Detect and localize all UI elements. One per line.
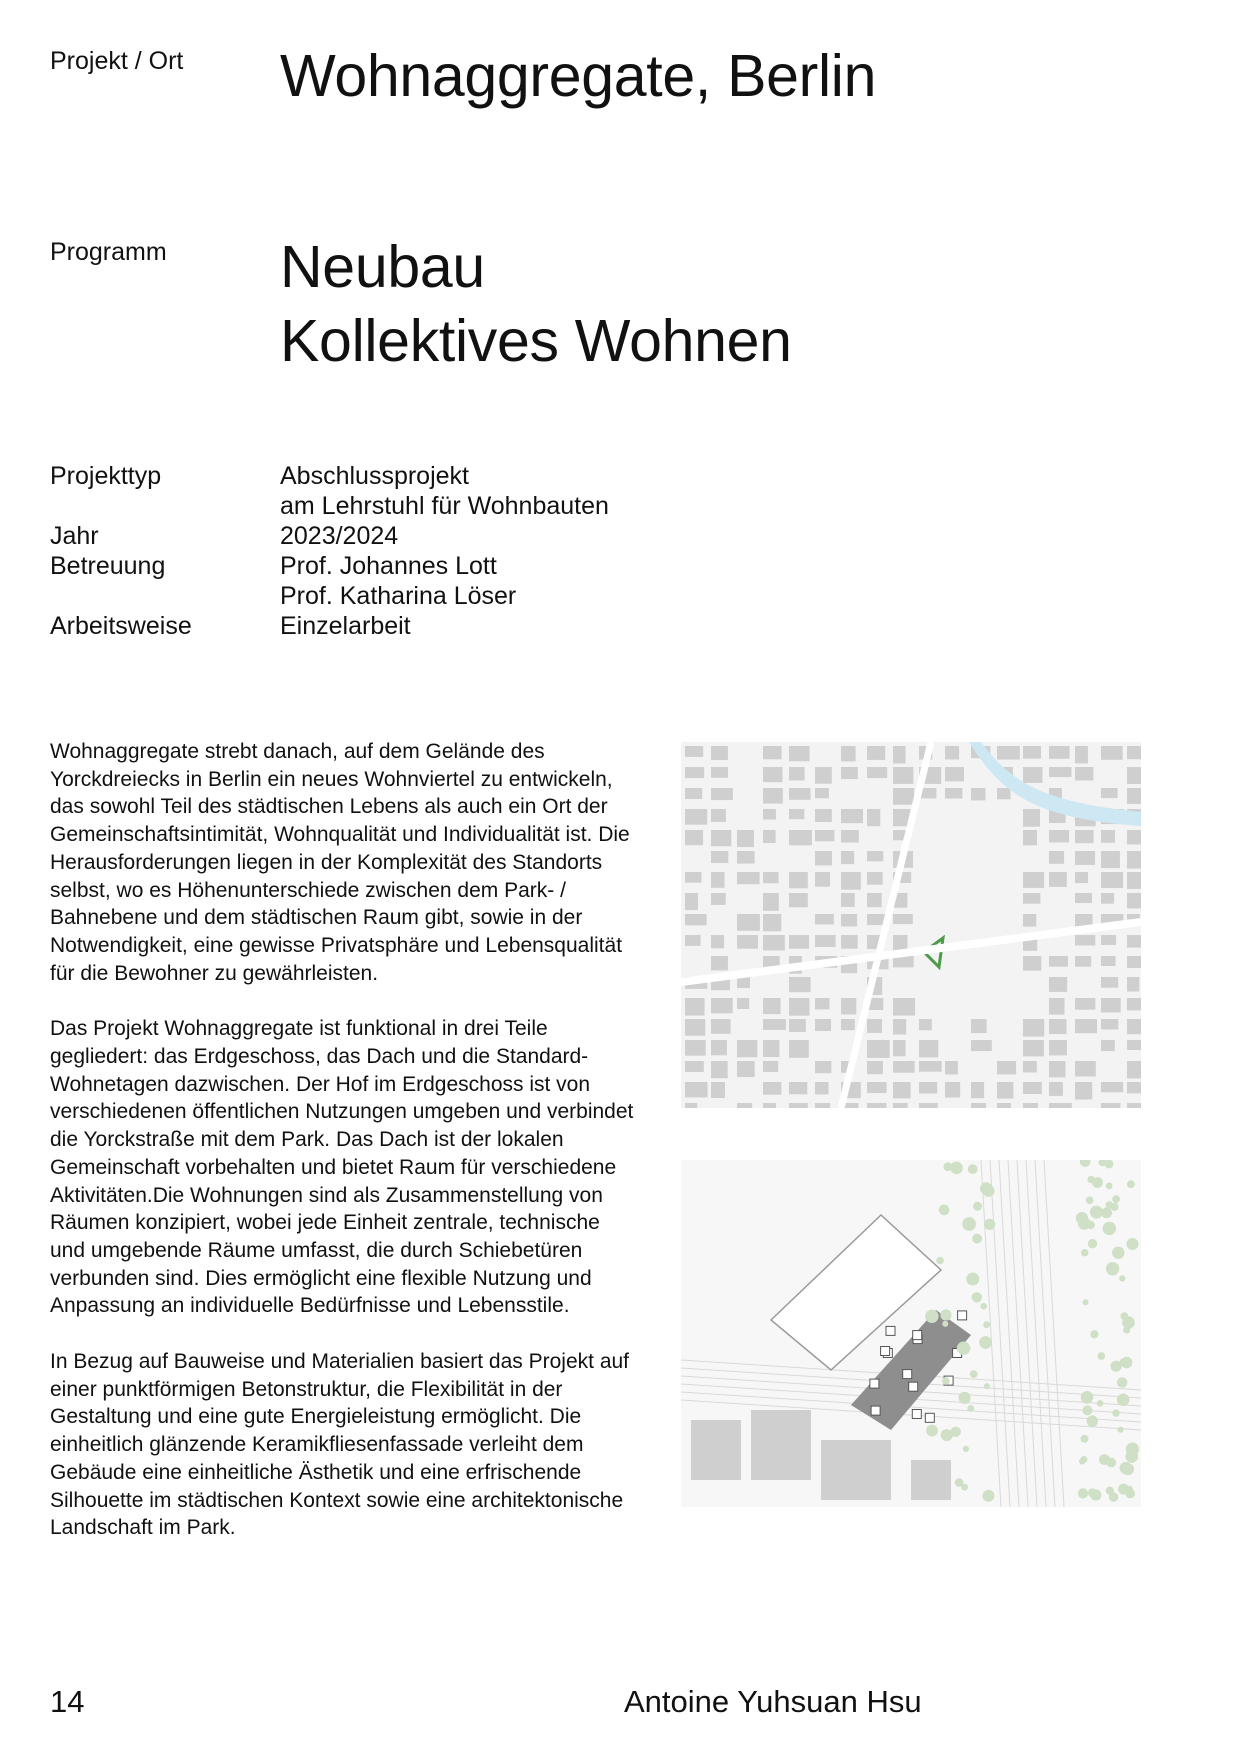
page-number: 14: [50, 1684, 85, 1719]
paragraph-3: In Bezug auf Bauweise und Materialien basiert das Projekt auf einer punktförmigen Betonstruktur, die Flexibilität in der Gestaltung und eine gute Energieleistung ermöglicht. Die einheitlich glänzende Keramikfliesenfassade verleiht dem Gebäude eine einheitliche Ästhetik und eine erfrischende Silhouette im städtischen Kontext sowie eine architektonische Landschaft im Park.: [50, 1350, 630, 1540]
author-name: Antoine Yuhsuan Hsu: [624, 1684, 922, 1719]
meta-row-betreuung: [50, 551, 750, 611]
meta-value: Abschlussprojekt: [280, 462, 469, 490]
meta-key: Projekttyp: [50, 462, 162, 490]
site-plan-city-image: [681, 742, 1141, 1108]
site-plan-detail-image: [681, 1160, 1141, 1507]
meta-value: Prof. Johannes Lott: [280, 552, 497, 580]
programm-line-1: Neubau: [280, 234, 485, 300]
project-title: Wohnaggregate, Berlin: [280, 43, 877, 109]
programm-label: Programm: [50, 238, 167, 266]
meta-row-arbeitsweise: [50, 611, 750, 641]
meta-value: 2023/2024: [280, 522, 399, 550]
project-metadata: [50, 461, 750, 641]
meta-key: Arbeitsweise: [50, 612, 192, 640]
meta-row-projekttyp: [50, 461, 750, 521]
project-description: [50, 738, 640, 1570]
projekt-label: Projekt / Ort: [50, 47, 184, 75]
programm-line-2: Kollektives Wohnen: [280, 308, 792, 374]
meta-value: Prof. Katharina Löser: [280, 582, 517, 610]
meta-key: Betreuung: [50, 552, 166, 580]
meta-value: am Lehrstuhl für Wohnbauten: [280, 492, 609, 520]
meta-row-jahr: [50, 521, 750, 551]
paragraph-1: Wohnaggregate strebt danach, auf dem Gelände des Yorckdreiecks in Berlin ein neues Wohnviertel zu entwickeln, das sowohl Teil des städtischen Lebens als auch ein Ort der Gemeinschaftsintimität, Wohnqualität und Individualität ist. Die Herausforderungen liegen in der Komplexität des Standorts selbst, wo es Höhenunterschiede zwischen dem Park- / Bahnebene und dem städtischen Raum gibt, sowie in der Notwendigkeit, eine gewisse Privatsphäre und Lebensqualität für die Bewohner zu gewährleisten.: [50, 740, 630, 985]
paragraph-2: Das Projekt Wohnaggregate ist funktional in drei Teile gegliedert: das Erdgeschoss, das Dach und die Standard-Wohnetagen dazwischen. Der Hof im Erdgeschoss ist von verschiedenen öffentlichen Nutzungen umgeben und verbindet die Yorckstraße mit dem Park. Das Dach ist der lokalen Gemeinschaft vorbehalten und bietet Raum für verschiedene Aktivitäten.Die Wohnungen sind als Zusammenstellung von Räumen konzipiert, wobei jede Einheit zentrale, technische und umgebende Räume umfasst, die durch Schiebetüren verbunden sind. Dies ermöglicht eine flexible Nutzung und Anpassung an individuelle Bedürfnisse und Lebensstile.: [50, 1017, 634, 1318]
meta-value: Einzelarbeit: [280, 612, 411, 640]
meta-key: Jahr: [50, 522, 99, 550]
